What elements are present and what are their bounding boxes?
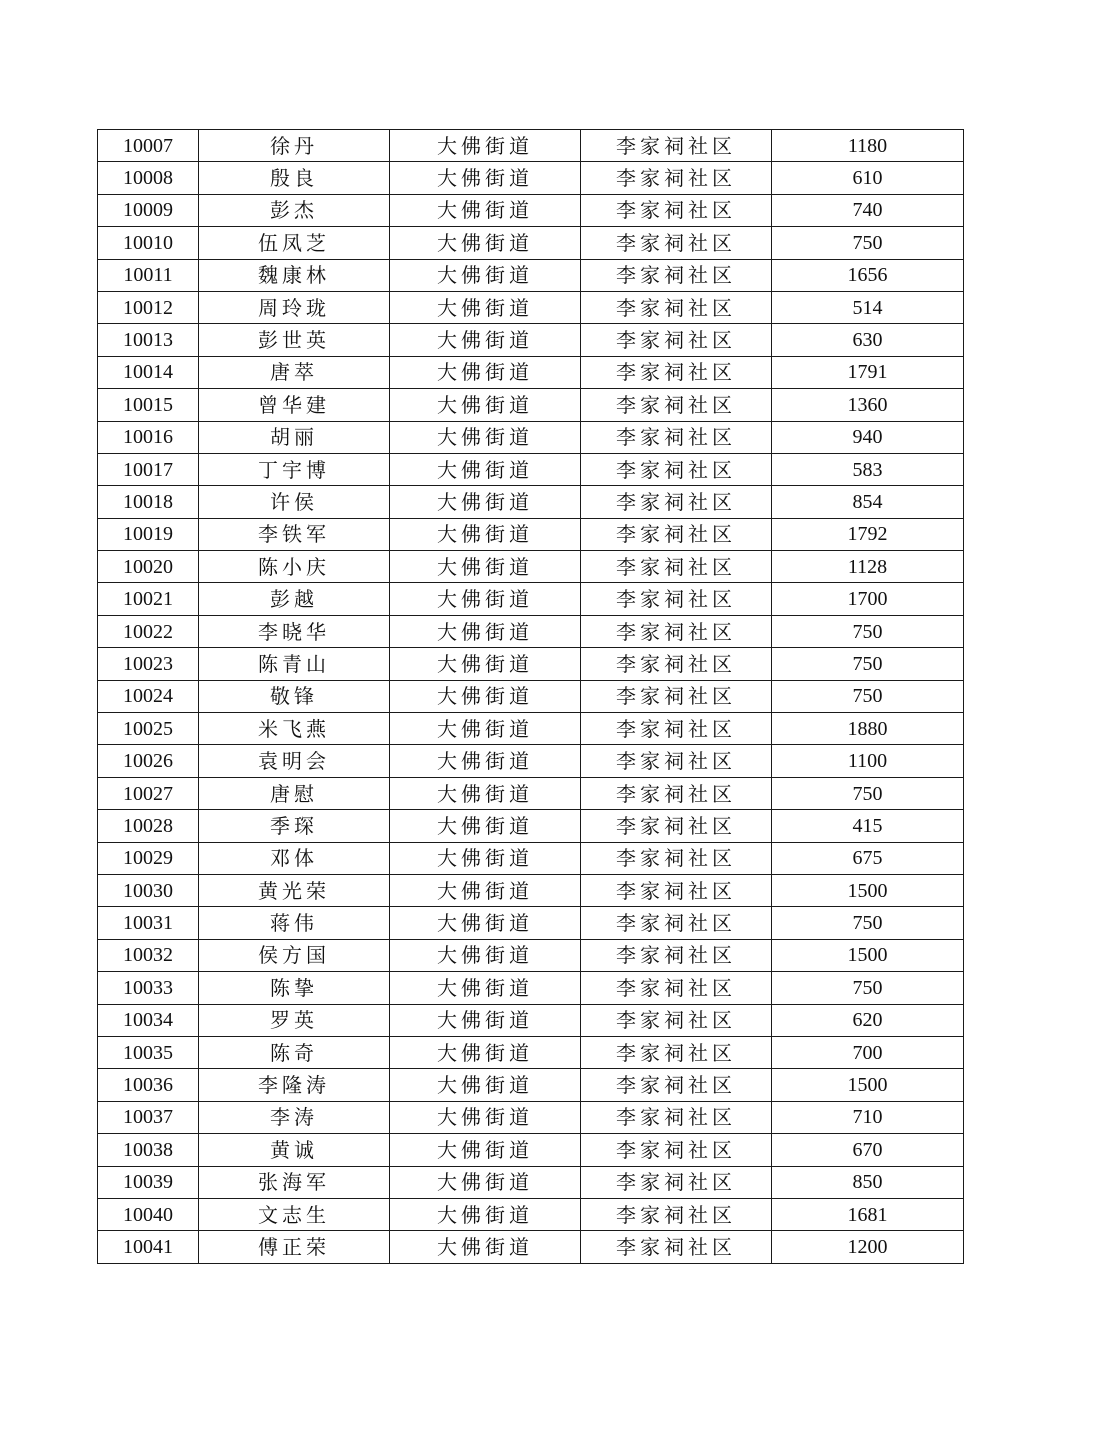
cell-id: 10016 xyxy=(98,421,199,453)
cell-id: 10031 xyxy=(98,907,199,939)
cell-id: 10037 xyxy=(98,1101,199,1133)
cell-id: 10038 xyxy=(98,1134,199,1166)
cell-street: 大佛街道 xyxy=(390,1134,581,1166)
cell-community: 李家祠社区 xyxy=(581,1036,772,1068)
cell-street: 大佛街道 xyxy=(390,907,581,939)
cell-id: 10020 xyxy=(98,551,199,583)
cell-id: 10018 xyxy=(98,486,199,518)
cell-name: 李晓华 xyxy=(199,615,390,647)
cell-amount: 620 xyxy=(772,1004,964,1036)
cell-amount: 750 xyxy=(772,972,964,1004)
cell-id: 10025 xyxy=(98,713,199,745)
cell-name: 殷良 xyxy=(199,162,390,194)
cell-name: 李铁军 xyxy=(199,518,390,550)
table-row xyxy=(98,680,964,712)
table-row xyxy=(98,227,964,259)
cell-amount: 1681 xyxy=(772,1198,964,1230)
cell-amount: 750 xyxy=(772,615,964,647)
table-row xyxy=(98,1231,964,1263)
table-row xyxy=(98,421,964,453)
cell-community: 李家祠社区 xyxy=(581,1101,772,1133)
cell-id: 10040 xyxy=(98,1198,199,1230)
cell-amount: 700 xyxy=(772,1036,964,1068)
cell-amount: 1500 xyxy=(772,1069,964,1101)
cell-id: 10028 xyxy=(98,810,199,842)
cell-community: 李家祠社区 xyxy=(581,648,772,680)
cell-name: 文志生 xyxy=(199,1198,390,1230)
cell-street: 大佛街道 xyxy=(390,421,581,453)
cell-amount: 850 xyxy=(772,1166,964,1198)
cell-name: 彭杰 xyxy=(199,194,390,226)
cell-name: 米飞燕 xyxy=(199,713,390,745)
cell-community: 李家祠社区 xyxy=(581,615,772,647)
cell-id: 10036 xyxy=(98,1069,199,1101)
cell-street: 大佛街道 xyxy=(390,194,581,226)
cell-name: 徐丹 xyxy=(199,130,390,162)
cell-street: 大佛街道 xyxy=(390,389,581,421)
cell-id: 10017 xyxy=(98,453,199,485)
cell-street: 大佛街道 xyxy=(390,1231,581,1263)
cell-id: 10030 xyxy=(98,874,199,906)
cell-community: 李家祠社区 xyxy=(581,713,772,745)
cell-amount: 1180 xyxy=(772,130,964,162)
cell-community: 李家祠社区 xyxy=(581,1166,772,1198)
cell-amount: 1880 xyxy=(772,713,964,745)
table-row xyxy=(98,486,964,518)
cell-community: 李家祠社区 xyxy=(581,194,772,226)
cell-id: 10013 xyxy=(98,324,199,356)
table-row xyxy=(98,972,964,1004)
cell-amount: 1360 xyxy=(772,389,964,421)
cell-community: 李家祠社区 xyxy=(581,421,772,453)
cell-amount: 1500 xyxy=(772,874,964,906)
cell-name: 彭越 xyxy=(199,583,390,615)
cell-street: 大佛街道 xyxy=(390,810,581,842)
cell-amount: 415 xyxy=(772,810,964,842)
table-row xyxy=(98,713,964,745)
cell-amount: 583 xyxy=(772,453,964,485)
cell-community: 李家祠社区 xyxy=(581,227,772,259)
cell-amount: 750 xyxy=(772,680,964,712)
cell-community: 李家祠社区 xyxy=(581,291,772,323)
table-row xyxy=(98,453,964,485)
cell-name: 曾华建 xyxy=(199,389,390,421)
cell-community: 李家祠社区 xyxy=(581,1231,772,1263)
cell-community: 李家祠社区 xyxy=(581,453,772,485)
cell-id: 10010 xyxy=(98,227,199,259)
cell-name: 李涛 xyxy=(199,1101,390,1133)
cell-name: 唐萃 xyxy=(199,356,390,388)
cell-street: 大佛街道 xyxy=(390,1036,581,1068)
table-row xyxy=(98,1036,964,1068)
cell-community: 李家祠社区 xyxy=(581,162,772,194)
cell-street: 大佛街道 xyxy=(390,615,581,647)
cell-community: 李家祠社区 xyxy=(581,907,772,939)
cell-community: 李家祠社区 xyxy=(581,1134,772,1166)
cell-amount: 740 xyxy=(772,194,964,226)
table-row xyxy=(98,939,964,971)
cell-street: 大佛街道 xyxy=(390,842,581,874)
table-row xyxy=(98,162,964,194)
cell-name: 罗英 xyxy=(199,1004,390,1036)
table-row xyxy=(98,1166,964,1198)
cell-name: 侯方国 xyxy=(199,939,390,971)
cell-id: 10029 xyxy=(98,842,199,874)
cell-name: 许侯 xyxy=(199,486,390,518)
cell-id: 10019 xyxy=(98,518,199,550)
cell-community: 李家祠社区 xyxy=(581,259,772,291)
cell-amount: 750 xyxy=(772,907,964,939)
table-row xyxy=(98,130,964,162)
cell-amount: 1792 xyxy=(772,518,964,550)
table-row xyxy=(98,1004,964,1036)
cell-amount: 1700 xyxy=(772,583,964,615)
table-row xyxy=(98,259,964,291)
table-row xyxy=(98,1198,964,1230)
cell-name: 傅正荣 xyxy=(199,1231,390,1263)
cell-id: 10008 xyxy=(98,162,199,194)
cell-amount: 610 xyxy=(772,162,964,194)
cell-street: 大佛街道 xyxy=(390,777,581,809)
cell-amount: 1100 xyxy=(772,745,964,777)
cell-community: 李家祠社区 xyxy=(581,972,772,1004)
cell-name: 李隆涛 xyxy=(199,1069,390,1101)
cell-id: 10023 xyxy=(98,648,199,680)
table-row xyxy=(98,194,964,226)
cell-community: 李家祠社区 xyxy=(581,842,772,874)
cell-street: 大佛街道 xyxy=(390,486,581,518)
cell-amount: 750 xyxy=(772,227,964,259)
cell-name: 陈挚 xyxy=(199,972,390,1004)
cell-street: 大佛街道 xyxy=(390,259,581,291)
cell-name: 张海军 xyxy=(199,1166,390,1198)
table-row xyxy=(98,356,964,388)
cell-id: 10041 xyxy=(98,1231,199,1263)
cell-street: 大佛街道 xyxy=(390,453,581,485)
cell-street: 大佛街道 xyxy=(390,518,581,550)
cell-street: 大佛街道 xyxy=(390,227,581,259)
cell-name: 丁宇博 xyxy=(199,453,390,485)
cell-id: 10034 xyxy=(98,1004,199,1036)
cell-amount: 940 xyxy=(772,421,964,453)
cell-id: 10007 xyxy=(98,130,199,162)
cell-street: 大佛街道 xyxy=(390,972,581,1004)
data-table xyxy=(97,129,964,1264)
cell-id: 10009 xyxy=(98,194,199,226)
cell-community: 李家祠社区 xyxy=(581,1004,772,1036)
table-row xyxy=(98,389,964,421)
cell-id: 10033 xyxy=(98,972,199,1004)
cell-name: 黄诚 xyxy=(199,1134,390,1166)
cell-community: 李家祠社区 xyxy=(581,486,772,518)
cell-amount: 1500 xyxy=(772,939,964,971)
cell-amount: 1128 xyxy=(772,551,964,583)
cell-name: 周玲珑 xyxy=(199,291,390,323)
cell-street: 大佛街道 xyxy=(390,648,581,680)
cell-street: 大佛街道 xyxy=(390,1101,581,1133)
cell-id: 10021 xyxy=(98,583,199,615)
cell-street: 大佛街道 xyxy=(390,130,581,162)
table-row xyxy=(98,583,964,615)
cell-name: 陈奇 xyxy=(199,1036,390,1068)
cell-community: 李家祠社区 xyxy=(581,1069,772,1101)
cell-name: 陈青山 xyxy=(199,648,390,680)
cell-community: 李家祠社区 xyxy=(581,874,772,906)
cell-amount: 675 xyxy=(772,842,964,874)
cell-community: 李家祠社区 xyxy=(581,810,772,842)
cell-id: 10026 xyxy=(98,745,199,777)
cell-amount: 750 xyxy=(772,648,964,680)
table-row xyxy=(98,810,964,842)
table-row xyxy=(98,551,964,583)
cell-street: 大佛街道 xyxy=(390,291,581,323)
cell-name: 季琛 xyxy=(199,810,390,842)
cell-name: 彭世英 xyxy=(199,324,390,356)
cell-community: 李家祠社区 xyxy=(581,389,772,421)
cell-community: 李家祠社区 xyxy=(581,1198,772,1230)
cell-id: 10027 xyxy=(98,777,199,809)
table-row xyxy=(98,907,964,939)
cell-name: 陈小庆 xyxy=(199,551,390,583)
table-row xyxy=(98,648,964,680)
cell-name: 蒋伟 xyxy=(199,907,390,939)
cell-id: 10039 xyxy=(98,1166,199,1198)
cell-name: 敬锋 xyxy=(199,680,390,712)
cell-community: 李家祠社区 xyxy=(581,680,772,712)
table-row xyxy=(98,745,964,777)
table-body xyxy=(98,130,964,1264)
cell-community: 李家祠社区 xyxy=(581,518,772,550)
cell-community: 李家祠社区 xyxy=(581,551,772,583)
cell-id: 10024 xyxy=(98,680,199,712)
cell-street: 大佛街道 xyxy=(390,1069,581,1101)
cell-amount: 710 xyxy=(772,1101,964,1133)
cell-street: 大佛街道 xyxy=(390,1198,581,1230)
cell-street: 大佛街道 xyxy=(390,713,581,745)
cell-amount: 1656 xyxy=(772,259,964,291)
table-row xyxy=(98,1101,964,1133)
cell-amount: 670 xyxy=(772,1134,964,1166)
cell-street: 大佛街道 xyxy=(390,680,581,712)
cell-street: 大佛街道 xyxy=(390,551,581,583)
table-row xyxy=(98,842,964,874)
cell-street: 大佛街道 xyxy=(390,1166,581,1198)
cell-street: 大佛街道 xyxy=(390,874,581,906)
table-row xyxy=(98,1134,964,1166)
cell-id: 10022 xyxy=(98,615,199,647)
cell-street: 大佛街道 xyxy=(390,583,581,615)
cell-name: 黄光荣 xyxy=(199,874,390,906)
cell-street: 大佛街道 xyxy=(390,356,581,388)
cell-name: 魏康林 xyxy=(199,259,390,291)
table-row xyxy=(98,1069,964,1101)
cell-amount: 1791 xyxy=(772,356,964,388)
cell-amount: 750 xyxy=(772,777,964,809)
table-row xyxy=(98,291,964,323)
cell-amount: 1200 xyxy=(772,1231,964,1263)
cell-community: 李家祠社区 xyxy=(581,777,772,809)
cell-amount: 854 xyxy=(772,486,964,518)
cell-amount: 514 xyxy=(772,291,964,323)
cell-name: 胡丽 xyxy=(199,421,390,453)
cell-community: 李家祠社区 xyxy=(581,583,772,615)
cell-name: 邓体 xyxy=(199,842,390,874)
cell-street: 大佛街道 xyxy=(390,939,581,971)
cell-id: 10014 xyxy=(98,356,199,388)
cell-community: 李家祠社区 xyxy=(581,324,772,356)
cell-name: 袁明会 xyxy=(199,745,390,777)
cell-id: 10035 xyxy=(98,1036,199,1068)
cell-id: 10012 xyxy=(98,291,199,323)
table-row xyxy=(98,777,964,809)
cell-id: 10011 xyxy=(98,259,199,291)
cell-id: 10032 xyxy=(98,939,199,971)
table-row xyxy=(98,615,964,647)
cell-id: 10015 xyxy=(98,389,199,421)
cell-amount: 630 xyxy=(772,324,964,356)
cell-community: 李家祠社区 xyxy=(581,745,772,777)
cell-name: 伍凤芝 xyxy=(199,227,390,259)
table-row xyxy=(98,518,964,550)
cell-community: 李家祠社区 xyxy=(581,356,772,388)
cell-street: 大佛街道 xyxy=(390,745,581,777)
table-row xyxy=(98,874,964,906)
table-row xyxy=(98,324,964,356)
cell-community: 李家祠社区 xyxy=(581,130,772,162)
cell-street: 大佛街道 xyxy=(390,1004,581,1036)
cell-street: 大佛街道 xyxy=(390,162,581,194)
cell-street: 大佛街道 xyxy=(390,324,581,356)
cell-community: 李家祠社区 xyxy=(581,939,772,971)
cell-name: 唐慰 xyxy=(199,777,390,809)
